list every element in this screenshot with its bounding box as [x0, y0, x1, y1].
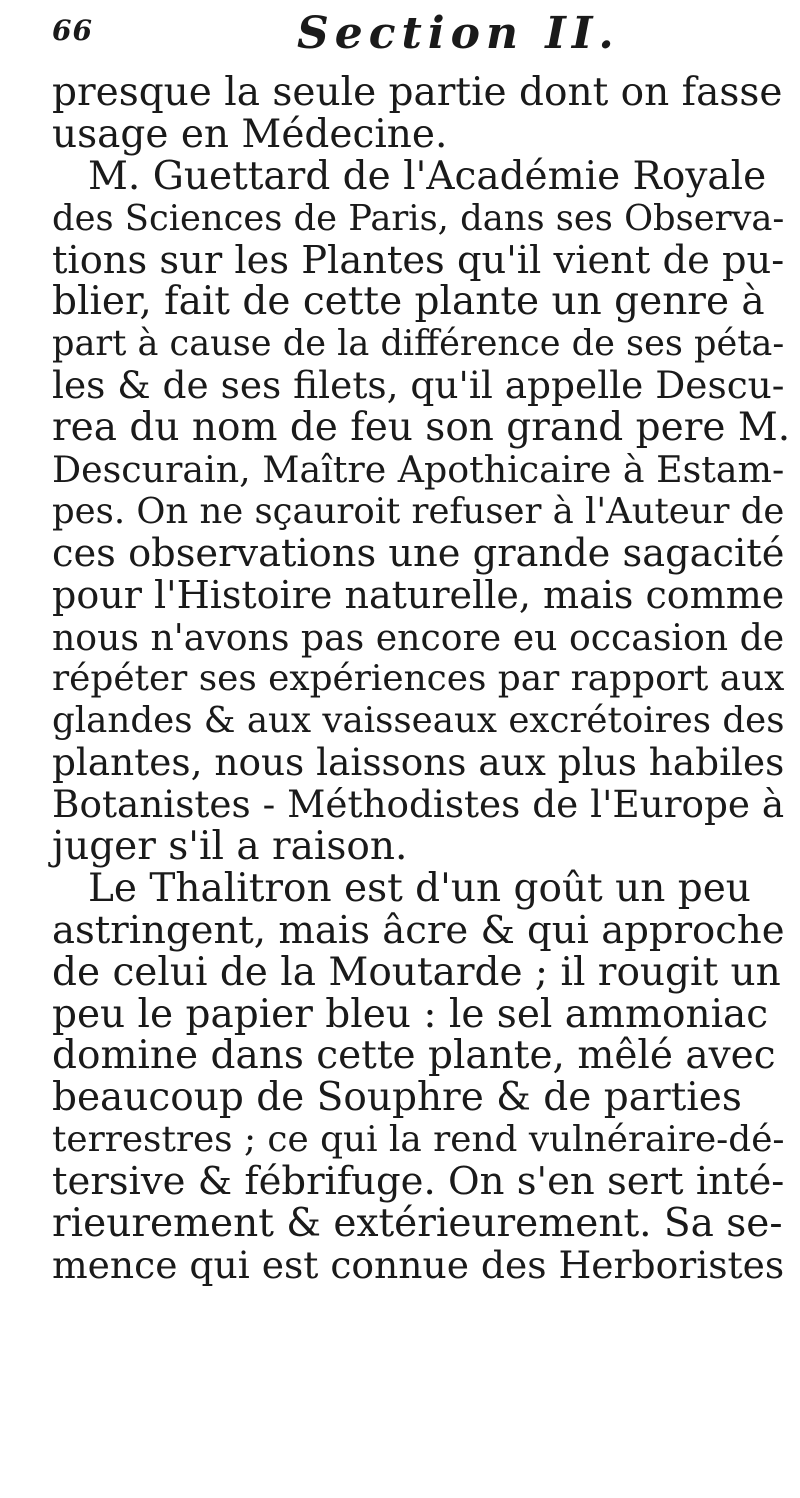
- text-line: astringent, mais âcre & qui approche: [52, 907, 785, 953]
- text-line: Descurain, Maître Apothicaire à Estam-: [52, 448, 785, 492]
- text-line: M. Guettard de l'Académie Royale: [88, 153, 767, 199]
- text-line: tions sur les Plantes qu'il vient de pu-: [52, 237, 785, 283]
- text-line: glandes & aux vaisseaux excrétoires des: [52, 700, 785, 742]
- page-header: [52, 6, 792, 76]
- page-number: 66: [52, 14, 93, 47]
- text-line: plantes, nous laissons aux plus habiles: [52, 740, 785, 785]
- text-line: domine dans cette plante, mêlé avec: [52, 1033, 776, 1079]
- body-text: [52, 72, 792, 1287]
- text-line: de celui de la Moutarde ; il rougit un: [52, 949, 781, 995]
- text-line: mence qui est connue des Herboristes: [52, 1242, 785, 1287]
- text-line: répéter ses expériences par rapport aux: [52, 658, 785, 700]
- text-line: beaucoup de Souphre & de parties: [52, 1075, 742, 1121]
- text-line: usage en Médecine.: [52, 111, 448, 157]
- text-line: presque la seule partie dont on fasse: [52, 70, 783, 115]
- text-line: Le Thalitron est d'un goût un peu: [88, 865, 751, 911]
- text-line: blier, fait de cette plante un genre à: [52, 279, 765, 325]
- text-line: part à cause de la différence de ses péta-: [52, 323, 785, 365]
- text-line: les & de ses filets, qu'il appelle Descu-: [52, 363, 785, 408]
- running-head: Section II.: [297, 8, 620, 59]
- text-line: pes. On ne sçauroit refuser à l'Auteur de: [52, 490, 785, 532]
- text-line: terrestres ; ce qui la rend vulnéraire-dé-: [52, 1119, 785, 1161]
- text-line: rea du nom de feu son grand pere M.: [52, 405, 791, 451]
- paragraph-2: [52, 153, 792, 870]
- text-line: Botanistes - Méthodistes de l'Europe à: [52, 782, 785, 827]
- text-line: tersive & fébrifuge. On s'en sert inté-: [52, 1159, 785, 1205]
- text-line: ces observations une grande sagacité: [52, 530, 785, 576]
- paragraph-3: [52, 865, 792, 1287]
- text-line: des Sciences de Paris, dans ses Observa-: [52, 197, 785, 239]
- paragraph-1: [52, 72, 792, 156]
- text-line: nous n'avons pas encore eu occasion de: [52, 615, 785, 659]
- text-line: peu le papier bleu : le sel ammoniac: [52, 991, 769, 1037]
- text-line: rieurement & extérieurement. Sa se-: [52, 1201, 783, 1247]
- text-line: pour l'Histoire naturelle, mais comme: [52, 572, 785, 617]
- text-line: juger s'il a raison.: [52, 824, 408, 870]
